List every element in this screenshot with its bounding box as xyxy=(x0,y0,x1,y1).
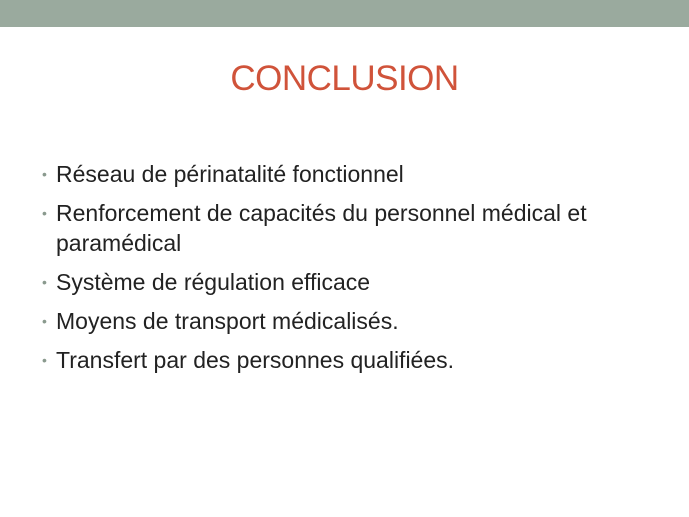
bullet-item xyxy=(42,198,662,258)
bullet-item xyxy=(42,159,662,189)
top-band xyxy=(0,0,689,27)
bullet-text: Système de régulation efficace xyxy=(56,269,371,295)
bullet-text: Réseau de périnatalité fonctionnel xyxy=(56,161,404,187)
bullet-list xyxy=(42,159,662,384)
bullet-dot-icon: • xyxy=(42,313,47,329)
bullet-item xyxy=(42,306,662,336)
bullet-dot-icon: • xyxy=(42,166,47,182)
bullet-item xyxy=(42,345,662,375)
bullet-text: Moyens de transport médicalisés. xyxy=(56,308,399,334)
bullet-item xyxy=(42,267,662,297)
slide-title: CONCLUSION xyxy=(230,59,459,98)
bullet-dot-icon: • xyxy=(42,274,47,290)
bullet-dot-icon: • xyxy=(42,205,47,221)
bullet-text: Transfert par des personnes qualifiées. xyxy=(56,347,455,373)
bullet-dot-icon: • xyxy=(42,352,47,368)
bullet-text: Renforcement de capacités du personnel médical et paramédical xyxy=(56,200,587,256)
